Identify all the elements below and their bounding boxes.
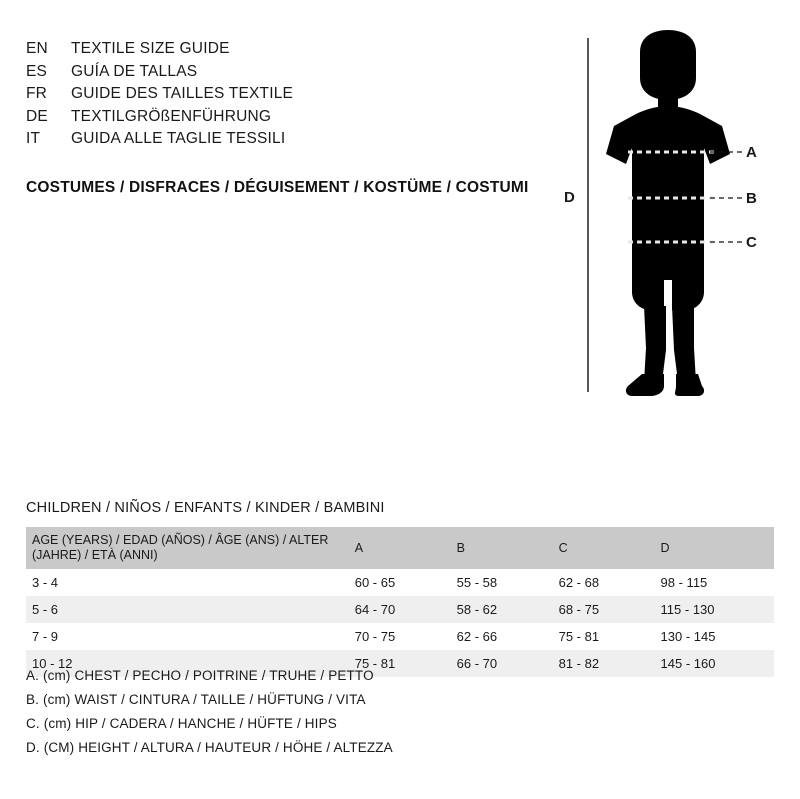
table-row (26, 596, 774, 623)
cell-d: 115 - 130 (660, 602, 715, 617)
language-row-it (26, 128, 496, 151)
table-row (26, 569, 774, 596)
cell-a: 64 - 70 (354, 602, 396, 617)
cell-age: 10 - 12 (32, 656, 73, 671)
legend-item-c: C. (cm) HIP / CADERA / HANCHE / HÜFTE / HIPS (26, 716, 337, 731)
language-row-es (26, 61, 496, 84)
language-text-de: TEXTILGRÖßENFÜHRUNG (71, 107, 272, 125)
language-text-fr: GUIDE DES TAILLES TEXTILE (71, 85, 294, 102)
legend-item-a: A. (cm) CHEST / PECHO / POITRINE / TRUHE / PETTO (26, 668, 374, 683)
cell-b: 55 - 58 (456, 575, 498, 590)
marker-label-c: C (746, 234, 757, 251)
legend-item-d: D. (CM) HEIGHT / ALTURA / HAUTEUR / HÖHE / ALTEZZA (26, 740, 393, 755)
cell-a: 75 - 81 (354, 656, 396, 671)
language-text-es: GUÍA DE TALLAS (71, 62, 198, 80)
cell-b: 66 - 70 (456, 656, 498, 671)
cell-c: 81 - 82 (558, 656, 600, 671)
marker-label-b: B (746, 190, 757, 207)
cell-c: 62 - 68 (558, 575, 600, 590)
cell-age: 5 - 6 (32, 602, 59, 617)
language-row-fr (26, 83, 496, 106)
cell-age: 3 - 4 (32, 575, 59, 590)
column-header-a: A (354, 540, 364, 555)
cell-c: 68 - 75 (558, 602, 600, 617)
legend-item-b: B. (cm) WAIST / CINTURA / TAILLE / HÜFTUNG / VITA (26, 692, 366, 707)
size-table (26, 527, 774, 677)
size-table-header (26, 527, 774, 569)
cell-a: 60 - 65 (354, 575, 396, 590)
language-guide-block (26, 38, 496, 151)
size-table-body (26, 569, 774, 677)
column-header-age: AGE (YEARS) / EDAD (AÑOS) / ÂGE (ANS) / ALTER (JAHRE) / ETÀ (ANNI) (32, 533, 329, 562)
cell-a: 70 - 75 (354, 629, 396, 644)
language-row-de (26, 106, 496, 129)
table-header-row (26, 527, 774, 569)
child-silhouette-icon (606, 30, 730, 396)
table-caption: CHILDREN / NIÑOS / ENFANTS / KINDER / BAMBINI (26, 500, 385, 516)
cell-b: 62 - 66 (456, 629, 498, 644)
costumes-subtitle: COSTUMES / DISFRACES / DÉGUISEMENT / KOSTÜME / COSTUMI (26, 179, 529, 196)
measurement-legend (26, 664, 393, 760)
language-text-it: GUIDA ALLE TAGLIE TESSILI (71, 130, 286, 147)
column-header-d: D (660, 540, 670, 555)
cell-d: 145 - 160 (660, 656, 716, 671)
language-code-it: IT (26, 130, 41, 147)
marker-label-d: D (564, 189, 575, 206)
cell-d: 130 - 145 (660, 629, 716, 644)
language-code-de: DE (26, 107, 48, 125)
language-text-en: TEXTILE SIZE GUIDE (71, 40, 230, 57)
language-code-es: ES (26, 62, 48, 80)
cell-age: 7 - 9 (32, 629, 59, 644)
table-row (26, 623, 774, 650)
cell-c: 75 - 81 (558, 629, 600, 644)
cell-d: 98 - 115 (660, 575, 708, 590)
marker-label-a: A (746, 144, 757, 161)
cell-b: 58 - 62 (456, 602, 498, 617)
measurement-figure (540, 30, 780, 430)
language-code-fr: FR (26, 85, 48, 102)
language-row-en (26, 38, 496, 61)
column-header-b: B (456, 540, 466, 555)
language-code-en: EN (26, 40, 48, 57)
column-header-c: C (558, 540, 568, 555)
